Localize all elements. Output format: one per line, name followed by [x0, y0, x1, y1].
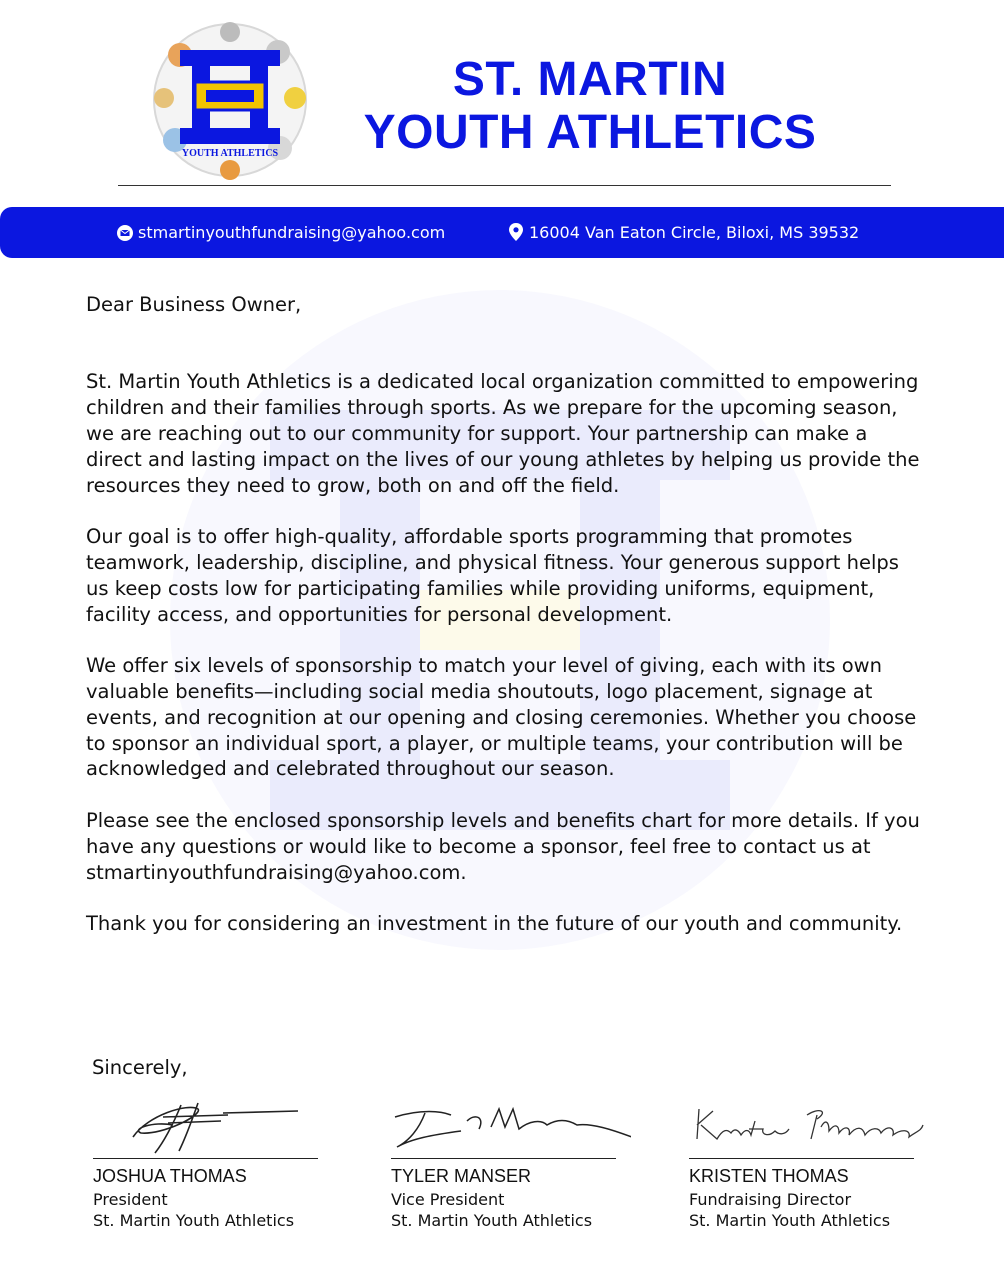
contact-bar: [0, 207, 1004, 258]
contact-address: [508, 222, 859, 244]
letter-paragraph: We offer six levels of sponsorship to match your level of giving, each with its own valuable benefits—including social media shoutouts, logo placement, signage at events, and recognition at our opening and closing ceremonies. Whether you choose to sponsor an individual sport, a player, or multiple teams, your contribution will be acknowledged and celebrated throughout our season.: [86, 654, 917, 781]
logo-icon: [150, 20, 310, 180]
letter-paragraph: Our goal is to offer high-quality, affordable sports programming that promotes teamwork, leadership, discipline, and physical fitness. Your generous support helps us keep costs low for participating families while providing uniforms, equipment, facility access, and opportunities for personal development.: [86, 525, 899, 626]
signatory-name: TYLER MANSER: [391, 1166, 532, 1186]
handwritten-signature: [689, 1095, 929, 1155]
handwritten-signature: [391, 1095, 631, 1155]
letter-body: [86, 292, 926, 963]
logo-text: YOUTH ATHLETICS: [181, 148, 279, 159]
signature-line: [391, 1158, 616, 1159]
page-title-line1: ST. MARTIN: [452, 53, 728, 106]
letter-salutation: Dear Business Owner,: [86, 293, 302, 316]
contact-address-text: 16004 Van Eaton Circle, Biloxi, MS 39532: [529, 223, 860, 242]
signatory-org: St. Martin Youth Athletics: [93, 1211, 295, 1230]
envelope-icon: [117, 225, 133, 241]
letter-paragraph: Thank you for considering an investment in the future of our youth and community.: [86, 912, 903, 936]
handwritten-signature: [93, 1095, 333, 1155]
signatory-role: Vice President: [391, 1190, 505, 1209]
signatory-role: President: [93, 1190, 168, 1209]
page-title-line2: YOUTH ATHLETICS: [363, 106, 817, 159]
signature-line: [93, 1158, 318, 1159]
contact-email-text: stmartinyouthfundraising@yahoo.com: [138, 223, 446, 242]
signatory-org: St. Martin Youth Athletics: [689, 1211, 891, 1230]
signature-line: [689, 1158, 914, 1159]
letter-paragraph: Please see the enclosed sponsorship levels and benefits chart for more details. If you have any questions or would like to become a sponsor, feel free to contact us at stmartinyouthfundraising@yahoo.com.: [86, 808, 920, 884]
header-divider: [118, 185, 891, 186]
signatory-org: St. Martin Youth Athletics: [391, 1211, 593, 1230]
letter-paragraph: St. Martin Youth Athletics is a dedicated local organization committed to empowering children and their families through sports. As we prepare for the upcoming season, we are reaching out to our community for support. Your partnership can make a direct and lasting impact on the lives of our young athletes by helping us provide the resources they need to grow, both on and off the field.: [86, 370, 920, 497]
signatory-name: JOSHUA THOMAS: [93, 1166, 247, 1186]
contact-email[interactable]: [117, 222, 445, 244]
signatory-role: Fundraising Director: [689, 1190, 852, 1209]
signatory-name: KRISTEN THOMAS: [689, 1166, 849, 1186]
map-pin-icon: [508, 223, 524, 241]
letter-closing: Sincerely,: [92, 1056, 188, 1079]
